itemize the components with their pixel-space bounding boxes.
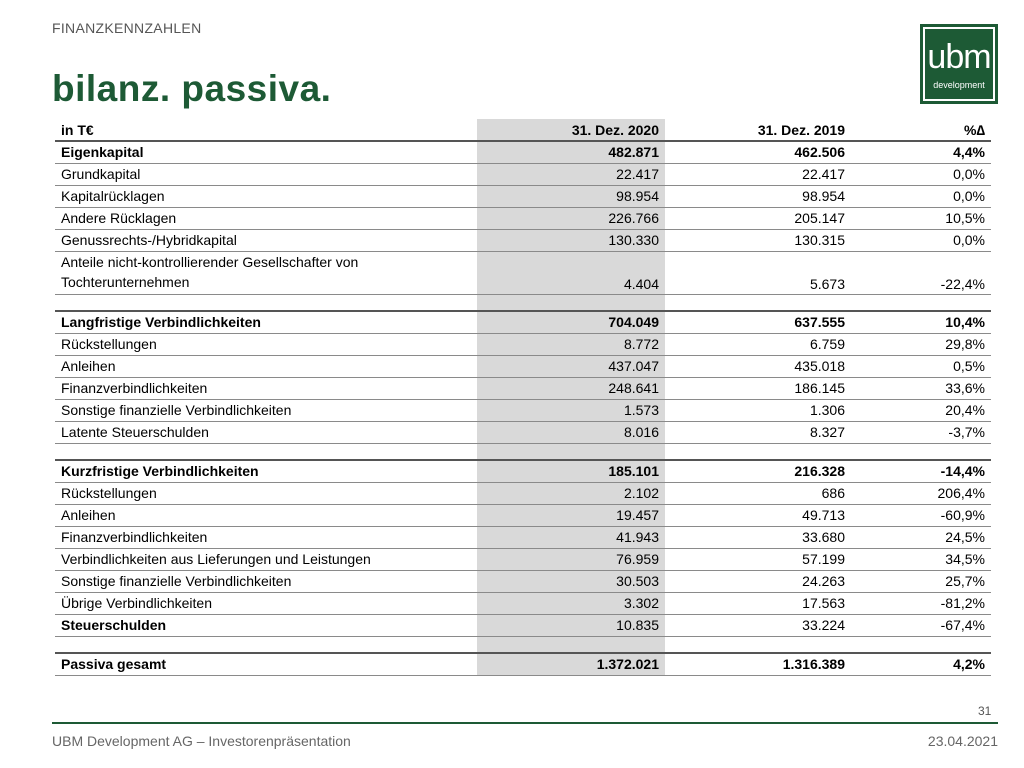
table-row: [55, 548, 991, 570]
row-label: Latente Steuerschulden: [55, 421, 477, 443]
row-label: Grundkapital: [55, 163, 477, 185]
value-2019: 49.713: [665, 504, 851, 526]
value-2020: 1.573: [477, 399, 665, 421]
value-2019: 435.018: [665, 355, 851, 377]
value-2019: 1.306: [665, 399, 851, 421]
change-percent: 10,5%: [851, 207, 991, 229]
value-2019: 57.199: [665, 548, 851, 570]
spacer-row: [55, 636, 991, 653]
row-label: Genussrechts-/Hybridkapital: [55, 229, 477, 251]
spacer-cell: [55, 636, 477, 653]
change-percent: 0,0%: [851, 229, 991, 251]
spacer-cell: [55, 294, 477, 311]
change-percent: 24,5%: [851, 526, 991, 548]
row-label: Eigenkapital: [55, 141, 477, 163]
table-row: [55, 460, 991, 482]
change-percent: -3,7%: [851, 421, 991, 443]
value-2020: 98.954: [477, 185, 665, 207]
value-2020: 482.871: [477, 141, 665, 163]
table-body: [55, 119, 991, 675]
spacer-cell: [665, 294, 851, 311]
value-2020: 8.772: [477, 333, 665, 355]
value-2020: 2.102: [477, 482, 665, 504]
value-2019: 33.680: [665, 526, 851, 548]
table-row: [55, 653, 991, 675]
value-2019: 462.506: [665, 141, 851, 163]
spacer-cell: [665, 443, 851, 460]
row-label: Finanzverbindlichkeiten: [55, 377, 477, 399]
page-number: 31: [978, 704, 992, 718]
value-2020: 3.302: [477, 592, 665, 614]
value-2020: 41.943: [477, 526, 665, 548]
table-row: [55, 141, 991, 163]
balance-sheet-liabilities-table: [55, 119, 991, 676]
row-label: Übrige Verbindlichkeiten: [55, 592, 477, 614]
value-2019: 637.555: [665, 311, 851, 333]
table-row: [55, 526, 991, 548]
row-label: Anleihen: [55, 355, 477, 377]
footer-divider: [52, 722, 998, 724]
column-header-change: %∆: [851, 119, 991, 141]
value-2019: 186.145: [665, 377, 851, 399]
change-percent: -22,4%: [851, 251, 991, 294]
row-label: Andere Rücklagen: [55, 207, 477, 229]
change-percent: 206,4%: [851, 482, 991, 504]
value-2019: 17.563: [665, 592, 851, 614]
table-row: [55, 399, 991, 421]
table-header-row: [55, 119, 991, 141]
row-label: Anteile nicht-kontrollierender Gesellschafter von Tochterunternehmen: [55, 251, 477, 294]
spacer-cell: [477, 294, 665, 311]
value-2020: 4.404: [477, 251, 665, 294]
value-2020: 437.047: [477, 355, 665, 377]
value-2019: 5.673: [665, 251, 851, 294]
change-percent: -67,4%: [851, 614, 991, 636]
value-2020: 22.417: [477, 163, 665, 185]
change-percent: -81,2%: [851, 592, 991, 614]
row-label: Verbindlichkeiten aus Lieferungen und Leistungen: [55, 548, 477, 570]
spacer-cell: [851, 443, 991, 460]
table-row: [55, 570, 991, 592]
value-2019: 1.316.389: [665, 653, 851, 675]
change-percent: 20,4%: [851, 399, 991, 421]
footer-date: 23.04.2021: [927, 733, 998, 749]
table-row: [55, 421, 991, 443]
value-2020: 10.835: [477, 614, 665, 636]
row-label: Rückstellungen: [55, 482, 477, 504]
table-row: [55, 185, 991, 207]
footer-company: UBM Development AG – Investorenpräsentation: [52, 733, 351, 749]
value-2019: 686: [665, 482, 851, 504]
value-2020: 226.766: [477, 207, 665, 229]
change-percent: 4,4%: [851, 141, 991, 163]
spacer-cell: [851, 636, 991, 653]
row-label: Kapitalrücklagen: [55, 185, 477, 207]
value-2019: 24.263: [665, 570, 851, 592]
table-row: [55, 377, 991, 399]
change-percent: 29,8%: [851, 333, 991, 355]
table-row: [55, 333, 991, 355]
value-2020: 185.101: [477, 460, 665, 482]
row-label: Rückstellungen: [55, 333, 477, 355]
logo-subtitle: development: [933, 80, 985, 90]
spacer-cell: [477, 443, 665, 460]
logo-mark: ubm: [927, 38, 991, 76]
table-row: [55, 251, 991, 294]
section-kicker: FINANZKENNZAHLEN: [52, 20, 202, 36]
value-2020: 19.457: [477, 504, 665, 526]
table-row: [55, 355, 991, 377]
table-row: [55, 592, 991, 614]
table-row: [55, 504, 991, 526]
row-label: Passiva gesamt: [55, 653, 477, 675]
value-2020: 1.372.021: [477, 653, 665, 675]
change-percent: -60,9%: [851, 504, 991, 526]
value-2019: 6.759: [665, 333, 851, 355]
table-row: [55, 614, 991, 636]
value-2019: 22.417: [665, 163, 851, 185]
spacer-cell: [851, 294, 991, 311]
change-percent: -14,4%: [851, 460, 991, 482]
change-percent: 0,5%: [851, 355, 991, 377]
change-percent: 4,2%: [851, 653, 991, 675]
row-label: Finanzverbindlichkeiten: [55, 526, 477, 548]
table-row: [55, 482, 991, 504]
row-label: Sonstige finanzielle Verbindlichkeiten: [55, 399, 477, 421]
spacer-cell: [55, 443, 477, 460]
value-2020: 248.641: [477, 377, 665, 399]
table-row: [55, 229, 991, 251]
column-header-unit: in T€: [55, 119, 477, 141]
value-2019: 33.224: [665, 614, 851, 636]
value-2019: 8.327: [665, 421, 851, 443]
value-2020: 704.049: [477, 311, 665, 333]
spacer-cell: [477, 636, 665, 653]
value-2019: 216.328: [665, 460, 851, 482]
row-label: Sonstige finanzielle Verbindlichkeiten: [55, 570, 477, 592]
column-header-2019: 31. Dez. 2019: [665, 119, 851, 141]
value-2020: 30.503: [477, 570, 665, 592]
change-percent: 33,6%: [851, 377, 991, 399]
change-percent: 25,7%: [851, 570, 991, 592]
row-label: Kurzfristige Verbindlichkeiten: [55, 460, 477, 482]
value-2019: 205.147: [665, 207, 851, 229]
page-title: bilanz. passiva.: [52, 68, 332, 109]
change-percent: 34,5%: [851, 548, 991, 570]
spacer-cell: [665, 636, 851, 653]
table-row: [55, 311, 991, 333]
spacer-row: [55, 443, 991, 460]
change-percent: 0,0%: [851, 185, 991, 207]
row-label: Steuerschulden: [55, 614, 477, 636]
row-label: Langfristige Verbindlichkeiten: [55, 311, 477, 333]
table-row: [55, 163, 991, 185]
value-2020: 8.016: [477, 421, 665, 443]
value-2020: 130.330: [477, 229, 665, 251]
row-label: Anleihen: [55, 504, 477, 526]
value-2020: 76.959: [477, 548, 665, 570]
change-percent: 10,4%: [851, 311, 991, 333]
ubm-logo: [920, 24, 998, 104]
spacer-row: [55, 294, 991, 311]
table-row: [55, 207, 991, 229]
value-2019: 98.954: [665, 185, 851, 207]
change-percent: 0,0%: [851, 163, 991, 185]
column-header-2020: 31. Dez. 2020: [477, 119, 665, 141]
value-2019: 130.315: [665, 229, 851, 251]
